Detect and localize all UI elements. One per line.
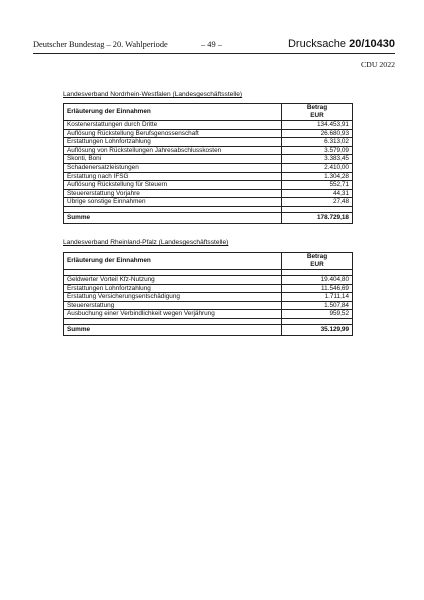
row-label: Geldwerter Vorteil Kfz-Nutzung — [64, 276, 282, 285]
table-row — [64, 163, 353, 172]
row-label: Erstattung nach IFSG — [64, 172, 282, 181]
sum-label: Summe — [64, 324, 282, 335]
table-header-row — [64, 104, 353, 121]
row-label: Steuererstattung — [64, 301, 282, 310]
row-label: Steuererstattung Vorjahre — [64, 189, 282, 198]
header-rule — [33, 53, 395, 54]
table-row — [64, 284, 353, 293]
column-header-amount — [282, 104, 353, 121]
row-amount: 3.579,09 — [282, 146, 353, 155]
row-label: Schadenersatzleistungen — [64, 163, 282, 172]
row-amount: 1.507,84 — [282, 301, 353, 310]
row-label: Ausbuchung einer Verbindlichkeit wegen Verjährung — [64, 310, 282, 319]
party-line: CDU 2022 — [360, 60, 395, 69]
column-header-label: Erläuterung der Einnahmen — [64, 253, 282, 270]
row-amount: 1.304,28 — [282, 172, 353, 181]
table-row — [64, 276, 353, 285]
row-amount: 3.383,45 — [282, 155, 353, 164]
section-title-nrw: Landesverband Nordrhein-Westfalen (Landesgeschäftsstelle) — [63, 91, 243, 98]
row-amount: 2.410,00 — [282, 163, 353, 172]
document-number-value: 20/10430 — [349, 38, 395, 50]
table-row — [64, 181, 353, 190]
table-row — [64, 155, 353, 164]
sum-amount: 35.129,99 — [282, 324, 353, 335]
column-header-amount-line-2: EUR — [310, 261, 324, 268]
table-row — [64, 189, 353, 198]
row-label: Auflösung Rückstellung für Steuern — [64, 181, 282, 190]
table-row — [64, 146, 353, 155]
table-row — [64, 138, 353, 147]
sum-row — [64, 212, 353, 223]
table-row — [64, 301, 353, 310]
row-label: Erstattungen Lohnfortzahlung — [64, 138, 282, 147]
row-amount: 44,31 — [282, 189, 353, 198]
row-amount: 134.453,91 — [282, 121, 353, 130]
row-amount: 19.404,80 — [282, 276, 353, 285]
income-table-rlp — [63, 252, 353, 336]
table-header-row — [64, 253, 353, 270]
page-number: – 49 – — [201, 40, 222, 49]
row-label: Erstattung Versicherungsentschädigung — [64, 293, 282, 302]
sum-amount: 178.729,18 — [282, 212, 353, 223]
table-row — [64, 129, 353, 138]
page-header — [33, 38, 395, 52]
row-label: Übrige sonstige Einnahmen — [64, 198, 282, 207]
sum-label: Summe — [64, 212, 282, 223]
column-header-amount-line-1: Betrag — [306, 104, 328, 111]
row-amount: 1.711,14 — [282, 293, 353, 302]
row-amount: 959,52 — [282, 310, 353, 319]
income-table-nrw — [63, 103, 353, 224]
row-label: Kostenerstattungen durch Dritte — [64, 121, 282, 130]
table-row — [64, 121, 353, 130]
row-amount: 11.546,69 — [282, 284, 353, 293]
table-row — [64, 198, 353, 207]
document-number — [288, 38, 395, 50]
column-header-amount — [282, 253, 353, 270]
row-label: Erstattungen Lohnfortzahlung — [64, 284, 282, 293]
row-label: Auflösung von Rückstellungen Jahresabschlusskosten — [64, 146, 282, 155]
publication-title: Deutscher Bundestag – 20. Wahlperiode — [33, 40, 168, 49]
table-row — [64, 293, 353, 302]
row-amount: 552,71 — [282, 181, 353, 190]
row-amount: 26.680,93 — [282, 129, 353, 138]
row-label: Skonti, Boni — [64, 155, 282, 164]
column-header-label: Erläuterung der Einnahmen — [64, 104, 282, 121]
table-row — [64, 310, 353, 319]
column-header-amount-line-2: EUR — [310, 112, 324, 119]
row-amount: 6.313,02 — [282, 138, 353, 147]
sum-row — [64, 324, 353, 335]
table-row — [64, 172, 353, 181]
document-number-prefix: Drucksache — [287, 38, 350, 50]
row-amount: 27,48 — [282, 198, 353, 207]
section-title-rlp: Landesverband Rheinland-Pfalz (Landesgeschäftsstelle) — [63, 239, 229, 246]
column-header-amount-line-1: Betrag — [306, 253, 328, 260]
row-label: Auflösung Rückstellung Berufsgenossenschaft — [64, 129, 282, 138]
